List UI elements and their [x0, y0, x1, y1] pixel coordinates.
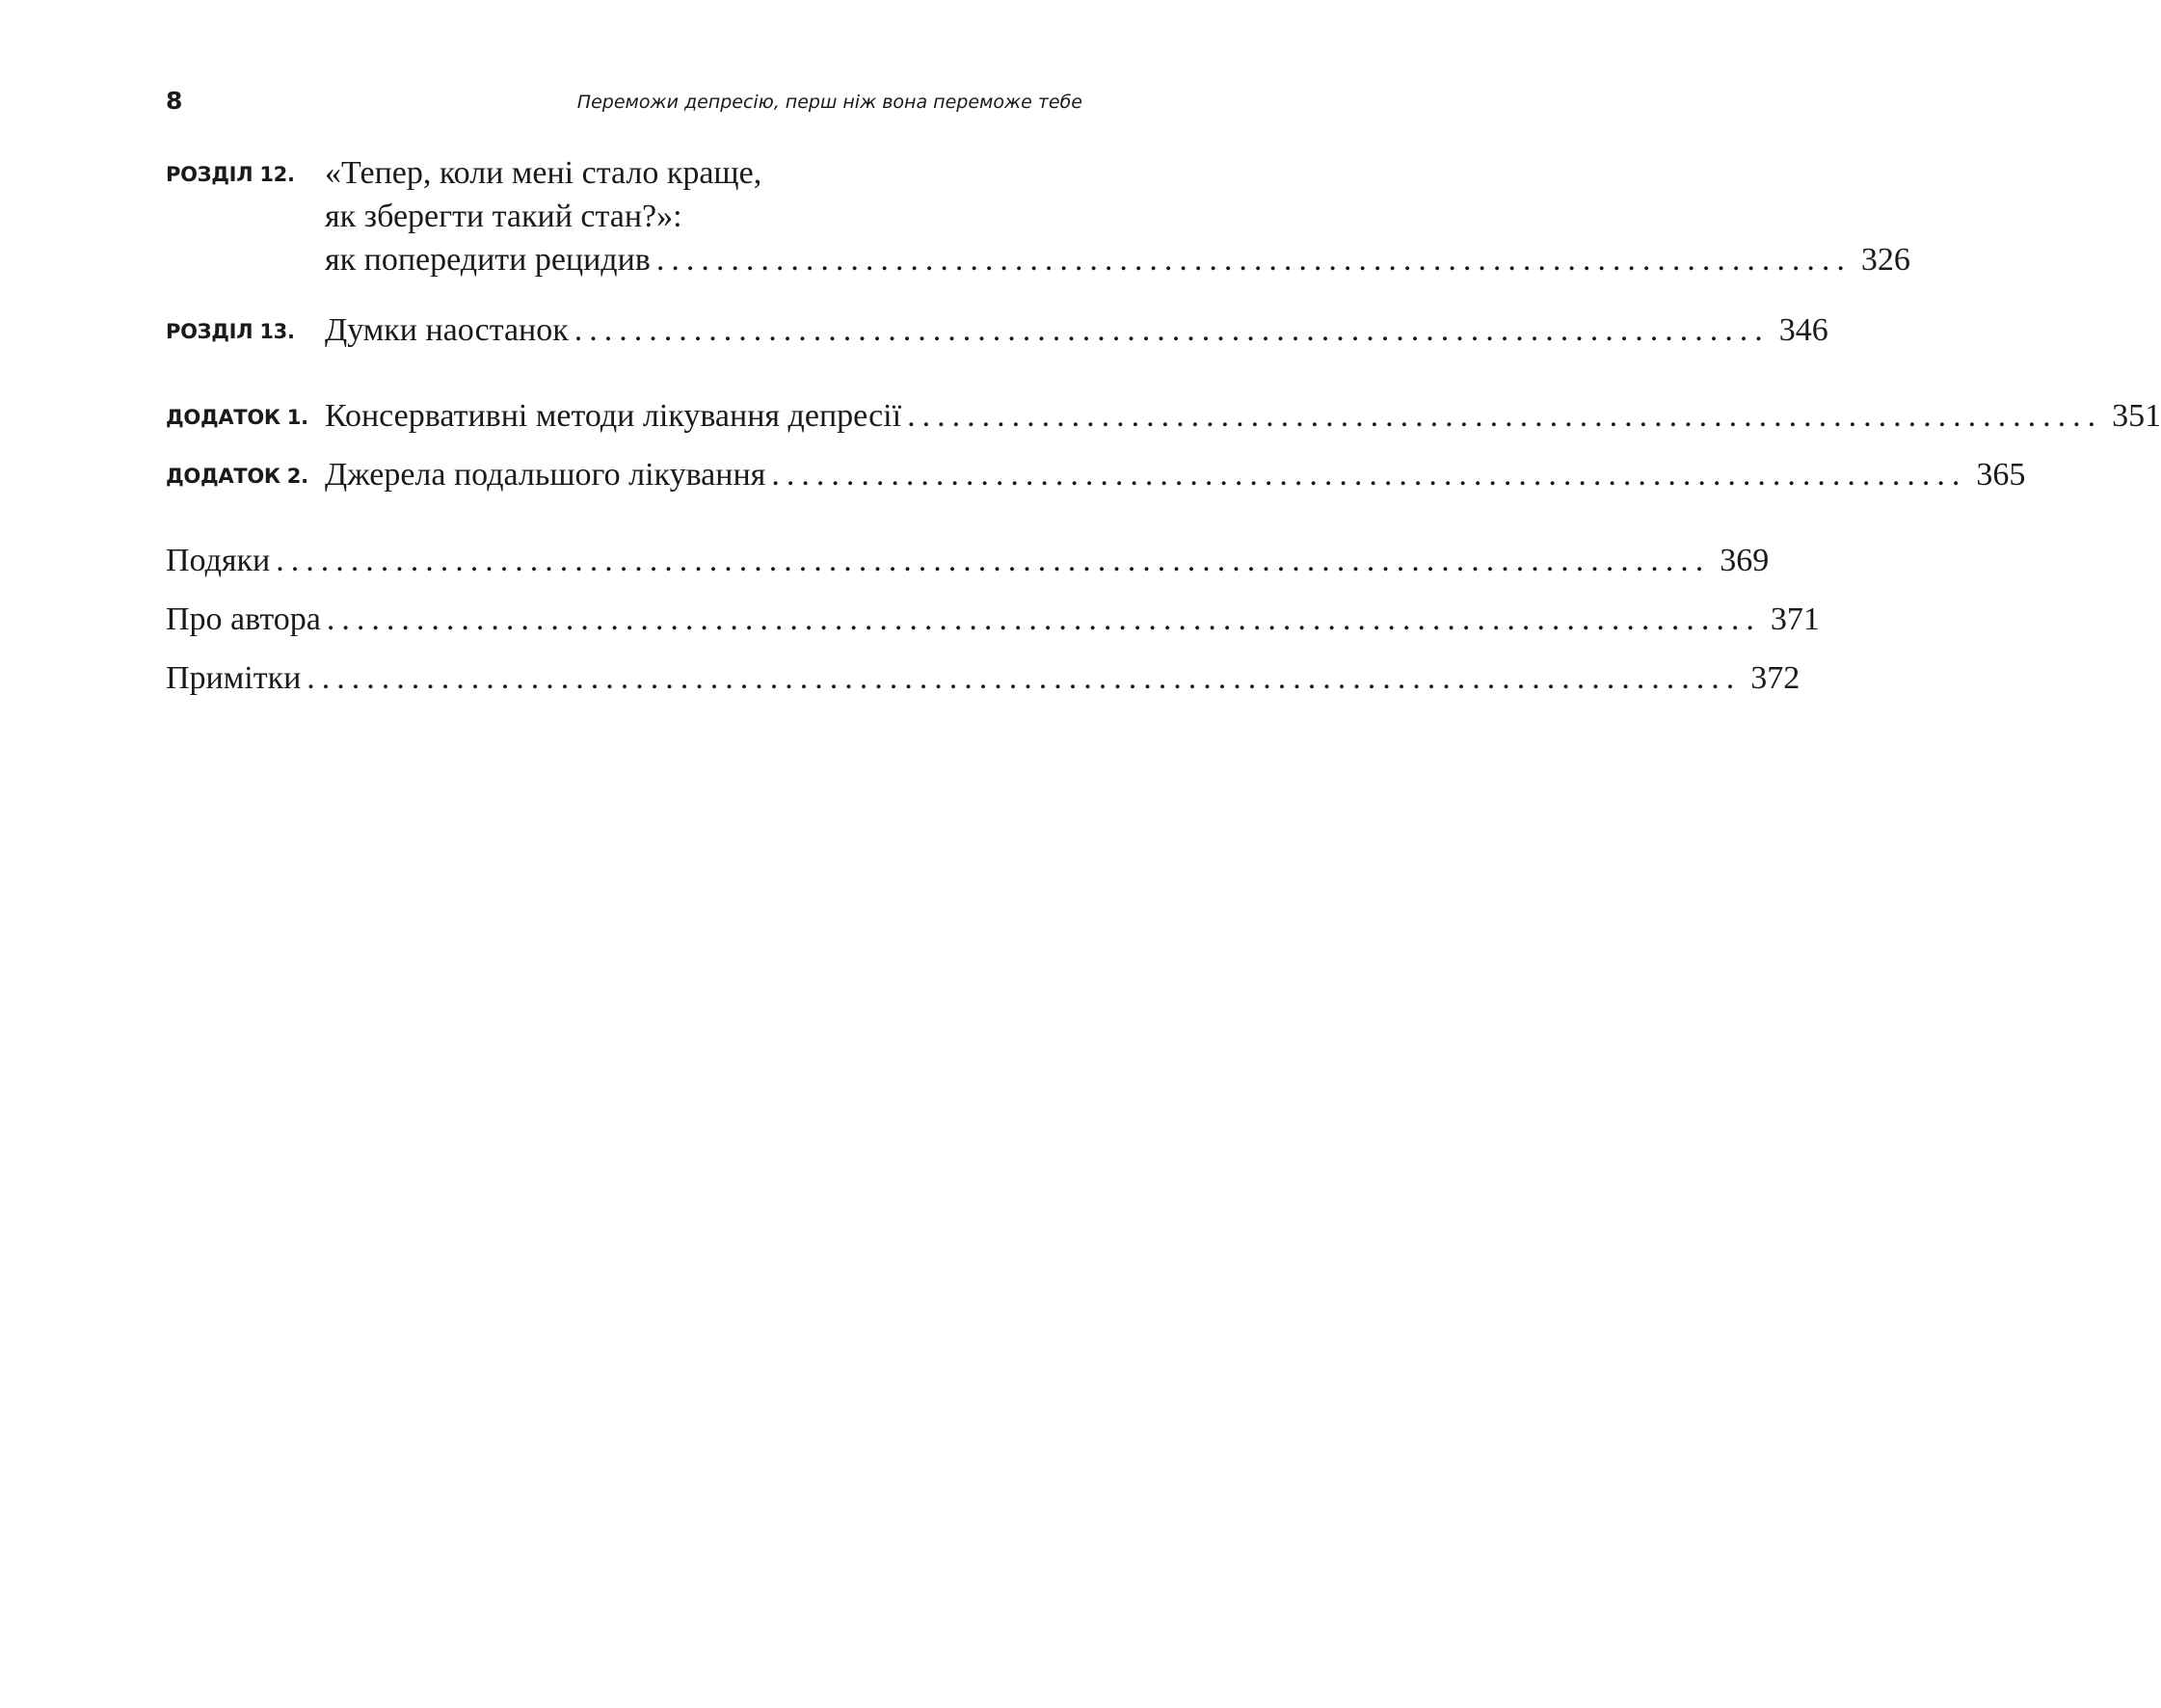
toc-entry-page-number: 369	[1720, 543, 1770, 578]
toc-entry-page-number: 346	[1778, 312, 1828, 348]
toc-entry-page-number: 351	[2112, 398, 2161, 434]
toc-entry-page-number: 372	[1750, 660, 1801, 696]
toc-entry-title-line: як зберегти такий стан?»:	[325, 199, 682, 234]
toc-entry-title-line: «Тепер, коли мені стало краще,	[325, 155, 762, 191]
toc-entry-page-number: 326	[1860, 242, 1910, 278]
toc-entry-title: Подяки	[166, 543, 271, 578]
running-title: Переможи депресію, перш ніж вона переможе тебе	[576, 92, 1082, 113]
dot-leader: ................................................................................	[655, 242, 1852, 278]
dot-leader: ................................................................................................	[307, 660, 1742, 696]
toc-entry-title: Про автора	[166, 601, 321, 637]
toc-entry-title: Думки наостанок	[325, 312, 569, 348]
dot-leader: ................................................................................	[771, 457, 1967, 493]
toc-entry-page-number: 371	[1770, 601, 1820, 637]
dot-leader: ................................................................................	[907, 398, 2103, 434]
page-number: 8	[166, 87, 183, 115]
toc-entry-title: Примітки	[166, 660, 302, 696]
toc-entry-label: РОЗДІЛ 12.	[166, 163, 295, 186]
dot-leader: ................................................................................................	[326, 601, 1761, 637]
toc-entry-label: ДОДАТОК 2.	[166, 465, 308, 488]
dot-leader: ................................................................................................	[276, 543, 1711, 578]
toc-entry-label: РОЗДІЛ 13.	[166, 320, 295, 343]
toc-entry-title: Джерела подальшого лікування	[325, 457, 766, 493]
dot-leader: ................................................................................	[574, 312, 1770, 348]
toc-entry-title: Консервативні методи лікування депресії	[325, 398, 902, 434]
toc-entry-title: як попередити рецидив	[325, 242, 651, 278]
toc-entry-page-number: 365	[1976, 457, 2026, 493]
toc-entry-label: ДОДАТОК 1.	[166, 406, 308, 429]
